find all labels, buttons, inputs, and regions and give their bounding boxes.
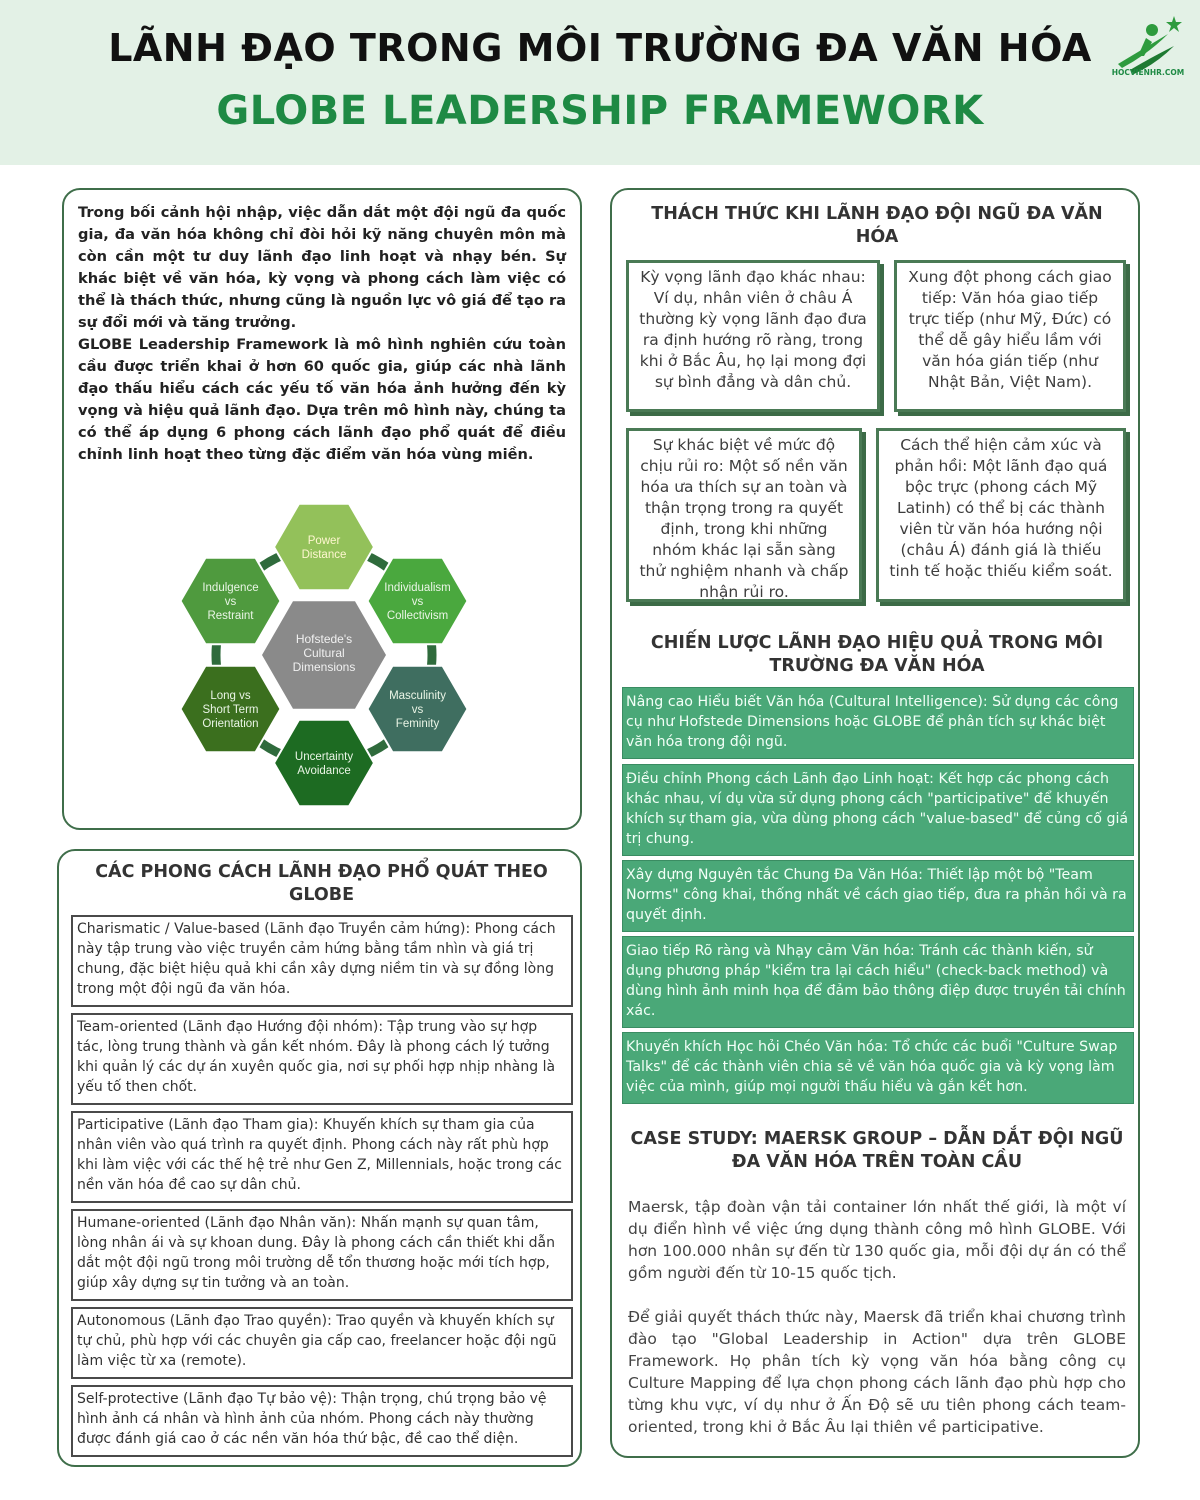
challenge-box-communication: Xung đột phong cách giao tiếp: Văn hóa giao tiếp trực tiếp (như Mỹ, Đức) có thể dễ gây hiểu lầm với văn hóa gián tiếp (như Nhật Bản, Việt Nam). <box>894 260 1126 412</box>
strategy-item-team-norms: Xây dựng Nguyên tắc Chung Đa Văn Hóa: Thiết lập một bộ "Team Norms" công khai, thống nhất về cách giao tiếp, đưa ra phản hồi và ra quyết định. <box>622 860 1134 932</box>
intro-text <box>78 202 566 466</box>
case-study-paragraph-2: Để giải quyết thách thức này, Maersk đã triển khai chương trình đào tạo "Global Leadership in Action" dựa trên GLOBE Framework. Họ phân tích kỳ vọng văn hóa bằng công cụ Culture Mapping để lựa chọn phong cách lãnh đạo phù hợp cho từng khu vực, ví dụ như ở Ấn Độ sẽ ưu tiên phong cách team-oriented, trong khi ở Bắc Âu lại thiên về participative. <box>628 1308 1126 1436</box>
center-label: Hofstede's <box>295 632 353 646</box>
strategies-title: CHIẾN LƯỢC LÃNH ĐẠO HIỆU QUẢ TRONG MÔI TRƯỜNG ĐA VĂN HÓA <box>650 633 1104 676</box>
dimension-label: vs <box>411 596 424 608</box>
dimension-label: Distance <box>301 549 347 561</box>
challenge-box-emotion: Cách thể hiện cảm xúc và phản hồi: Một lãnh đạo quá bộc trực (phong cách Mỹ Latinh) có thể bị các thành viên từ văn hóa hướng nội (châu Á) đánh giá là thiếu tinh tế hoặc thiếu kiểm soát. <box>876 428 1126 602</box>
dimension-label: vs <box>224 596 237 608</box>
page-title: LÃNH ĐẠO TRONG MÔI TRƯỜNG ĐA VĂN HÓA <box>108 26 1092 70</box>
strategy-item-flexible-style: Điều chỉnh Phong cách Lãnh đạo Linh hoạt: Kết hợp các phong cách khác nhau, ví dụ vừa sử dụng phong cách "participative" để khuyến khích sự tham gia, vừa dùng phong cách "value-based" để củng cố giá trị chung. <box>622 764 1134 856</box>
style-item-charismatic: Charismatic / Value-based (Lãnh đạo Truyền cảm hứng): Phong cách này tập trung vào việc truyền cảm hứng bằng tầm nhìn và giá trị chung, đặc biệt hiệu quả khi cần xây dựng niềm tin và sự đồng lòng trong một đội ngũ đa văn hóa. <box>71 915 573 1007</box>
challenges-title: THÁCH THỨC KHI LÃNH ĐẠO ĐỘI NGŨ ĐA VĂN HÓA <box>651 204 1103 247</box>
dimension-label: Feminity <box>395 718 440 730</box>
strategy-item-cultural-intelligence: Nâng cao Hiểu biết Văn hóa (Cultural Intelligence): Sử dụng các công cụ như Hofstede Dimensions hoặc GLOBE để phân tích sự khác biệt văn hóa trong đội ngũ. <box>622 687 1134 759</box>
dimension-label: Indulgence <box>202 582 259 594</box>
dimension-label: Power <box>307 535 341 547</box>
case-study-title: CASE STUDY: MAERSK GROUP – DẪN DẮT ĐỘI NGŨ ĐA VĂN HÓA TRÊN TOÀN CẦU <box>630 1129 1124 1172</box>
logo-text: HOCVIENHR.COM <box>1111 68 1185 77</box>
dimension-label: Individualism <box>384 582 451 594</box>
dimension-hexagon <box>274 504 374 591</box>
header-banner <box>0 0 1200 165</box>
style-item-autonomous: Autonomous (Lãnh đạo Trao quyền): Trao quyền và khuyến khích sự tự chủ, phù hợp với các chuyên gia cấp cao, freelancer hoặc đội ngũ làm việc từ xa (remote). <box>71 1307 573 1379</box>
strategy-item-clear-communication: Giao tiếp Rõ ràng và Nhạy cảm Văn hóa: Tránh các thành kiến, sử dụng phương pháp "kiểm tra lại cách hiểu" (check-back method) và dùng hình ảnh minh họa để đảm bảo thông điệp được truyền tải chính xác. <box>622 936 1134 1028</box>
dimension-label: Collectivism <box>386 610 449 622</box>
challenge-box-risk: Sự khác biệt về mức độ chịu rủi ro: Một số nền văn hóa ưa thích sự an toàn và thận trọng trong ra quyết định, trong khi những nhóm khác lại sẵn sàng thử nghiệm nhanh và chấp nhận rủi ro. <box>626 428 862 602</box>
style-item-self-protective: Self-protective (Lãnh đạo Tự bảo vệ): Thận trọng, chú trọng bảo vệ hình ảnh cá nhân và hình ảnh của nhóm. Phong cách này thường được đánh giá cao ở các nền văn hóa thứ bậc, đề cao thể diện. <box>71 1385 573 1457</box>
dimension-label: Long vs <box>210 690 251 702</box>
dimension-label: Orientation <box>202 718 259 730</box>
challenge-box-expectations: Kỳ vọng lãnh đạo khác nhau: Ví dụ, nhân viên ở châu Á thường kỳ vọng lãnh đạo đưa ra định hướng rõ ràng, trong khi ở Bắc Âu, họ lại mong đợi sự bình đẳng và dân chủ. <box>626 260 880 412</box>
intro-paragraph-1: Trong bối cảnh hội nhập, việc dẫn dắt một đội ngũ đa quốc gia, đa văn hóa không chỉ đòi hỏi kỹ năng chuyên môn mà còn cần một tư duy lãnh đạo linh hoạt và nhạy bén. Sự khác biệt về văn hóa, kỳ vọng và phong cách làm việc có thể là thách thức, nhưng cũng là nguồn lực vô giá để tạo ra sự đổi mới và tăng trưởng. <box>78 204 566 331</box>
dimension-label: Masculinity <box>389 690 446 702</box>
intro-paragraph-2: GLOBE Leadership Framework là mô hình nghiên cứu toàn cầu được triển khai ở hơn 60 quốc gia, giúp các nhà lãnh đạo thấu hiểu cách các yếu tố văn hóa ảnh hưởng đến kỳ vọng và hiệu quả lãnh đạo. Dựa trên mô hình này, chúng ta có thể áp dụng 6 phong cách lãnh đạo phổ quát để điều chỉnh linh hoạt theo từng đặc điểm văn hóa vùng miền. <box>78 336 566 463</box>
dimension-label: Uncertainty <box>294 751 354 763</box>
page-subtitle: GLOBE LEADERSHIP FRAMEWORK <box>216 88 984 134</box>
center-label: Cultural <box>303 646 345 660</box>
leadership-styles-panel <box>57 849 582 1467</box>
dimension-hexagon <box>274 720 374 807</box>
style-item-participative: Participative (Lãnh đạo Tham gia): Khuyến khích sự tham gia của nhân viên vào quá trình ra quyết định. Phong cách này rất phù hợp khi làm việc với các thế hệ trẻ như Gen Z, Millennials, hoặc trong các nền văn hóa đề cao sự dân chủ. <box>71 1111 573 1203</box>
style-item-team-oriented: Team-oriented (Lãnh đạo Hướng đội nhóm): Tập trung vào sự hợp tác, lòng trung thành và gắn kết nhóm. Đây là phong cách lý tưởng khi quản lý các dự án xuyên quốc gia, nơi sự phối hợp nhịp nhàng là yếu tố then chốt. <box>71 1013 573 1105</box>
dimension-label: Restraint <box>207 610 254 622</box>
intro-panel <box>62 188 582 830</box>
style-item-humane-oriented: Humane-oriented (Lãnh đạo Nhân văn): Nhấn mạnh sự quan tâm, lòng nhân ái và sự khoan dung. Đây là phong cách cần thiết khi dẫn dắt một đội ngũ trong môi trường dễ tổn thương hoặc mới tích hợp, giúp xây dựng sự tin tưởng và an toàn. <box>71 1209 573 1301</box>
right-panel <box>610 188 1140 1458</box>
case-study-paragraph-1: Maersk, tập đoàn vận tải container lớn nhất thế giới, là một ví dụ điển hình về việc ứng dụng thành công mô hình GLOBE. Với hơn 100.000 nhân sự đến từ 130 quốc gia, mỗi đội dự án có thể gồm người đến từ 10-15 quốc tịch. <box>628 1198 1126 1282</box>
hofstede-diagram <box>159 490 489 820</box>
styles-title: CÁC PHONG CÁCH LÃNH ĐẠO PHỔ QUÁT THEO GLOBE <box>95 862 548 905</box>
strategy-item-cross-learning: Khuyến khích Học hỏi Chéo Văn hóa: Tổ chức các buổi "Culture Swap Talks" để các thành viên chia sẻ về văn hóa quốc gia và kỳ vọng làm việc của mình, giúp mọi người thấu hiểu và gắn kết hơn. <box>622 1032 1134 1104</box>
dimension-label: Avoidance <box>297 765 351 777</box>
dimension-label: vs <box>411 704 424 716</box>
dimension-label: Short Term <box>202 704 259 716</box>
center-label: Dimensions <box>292 660 356 674</box>
